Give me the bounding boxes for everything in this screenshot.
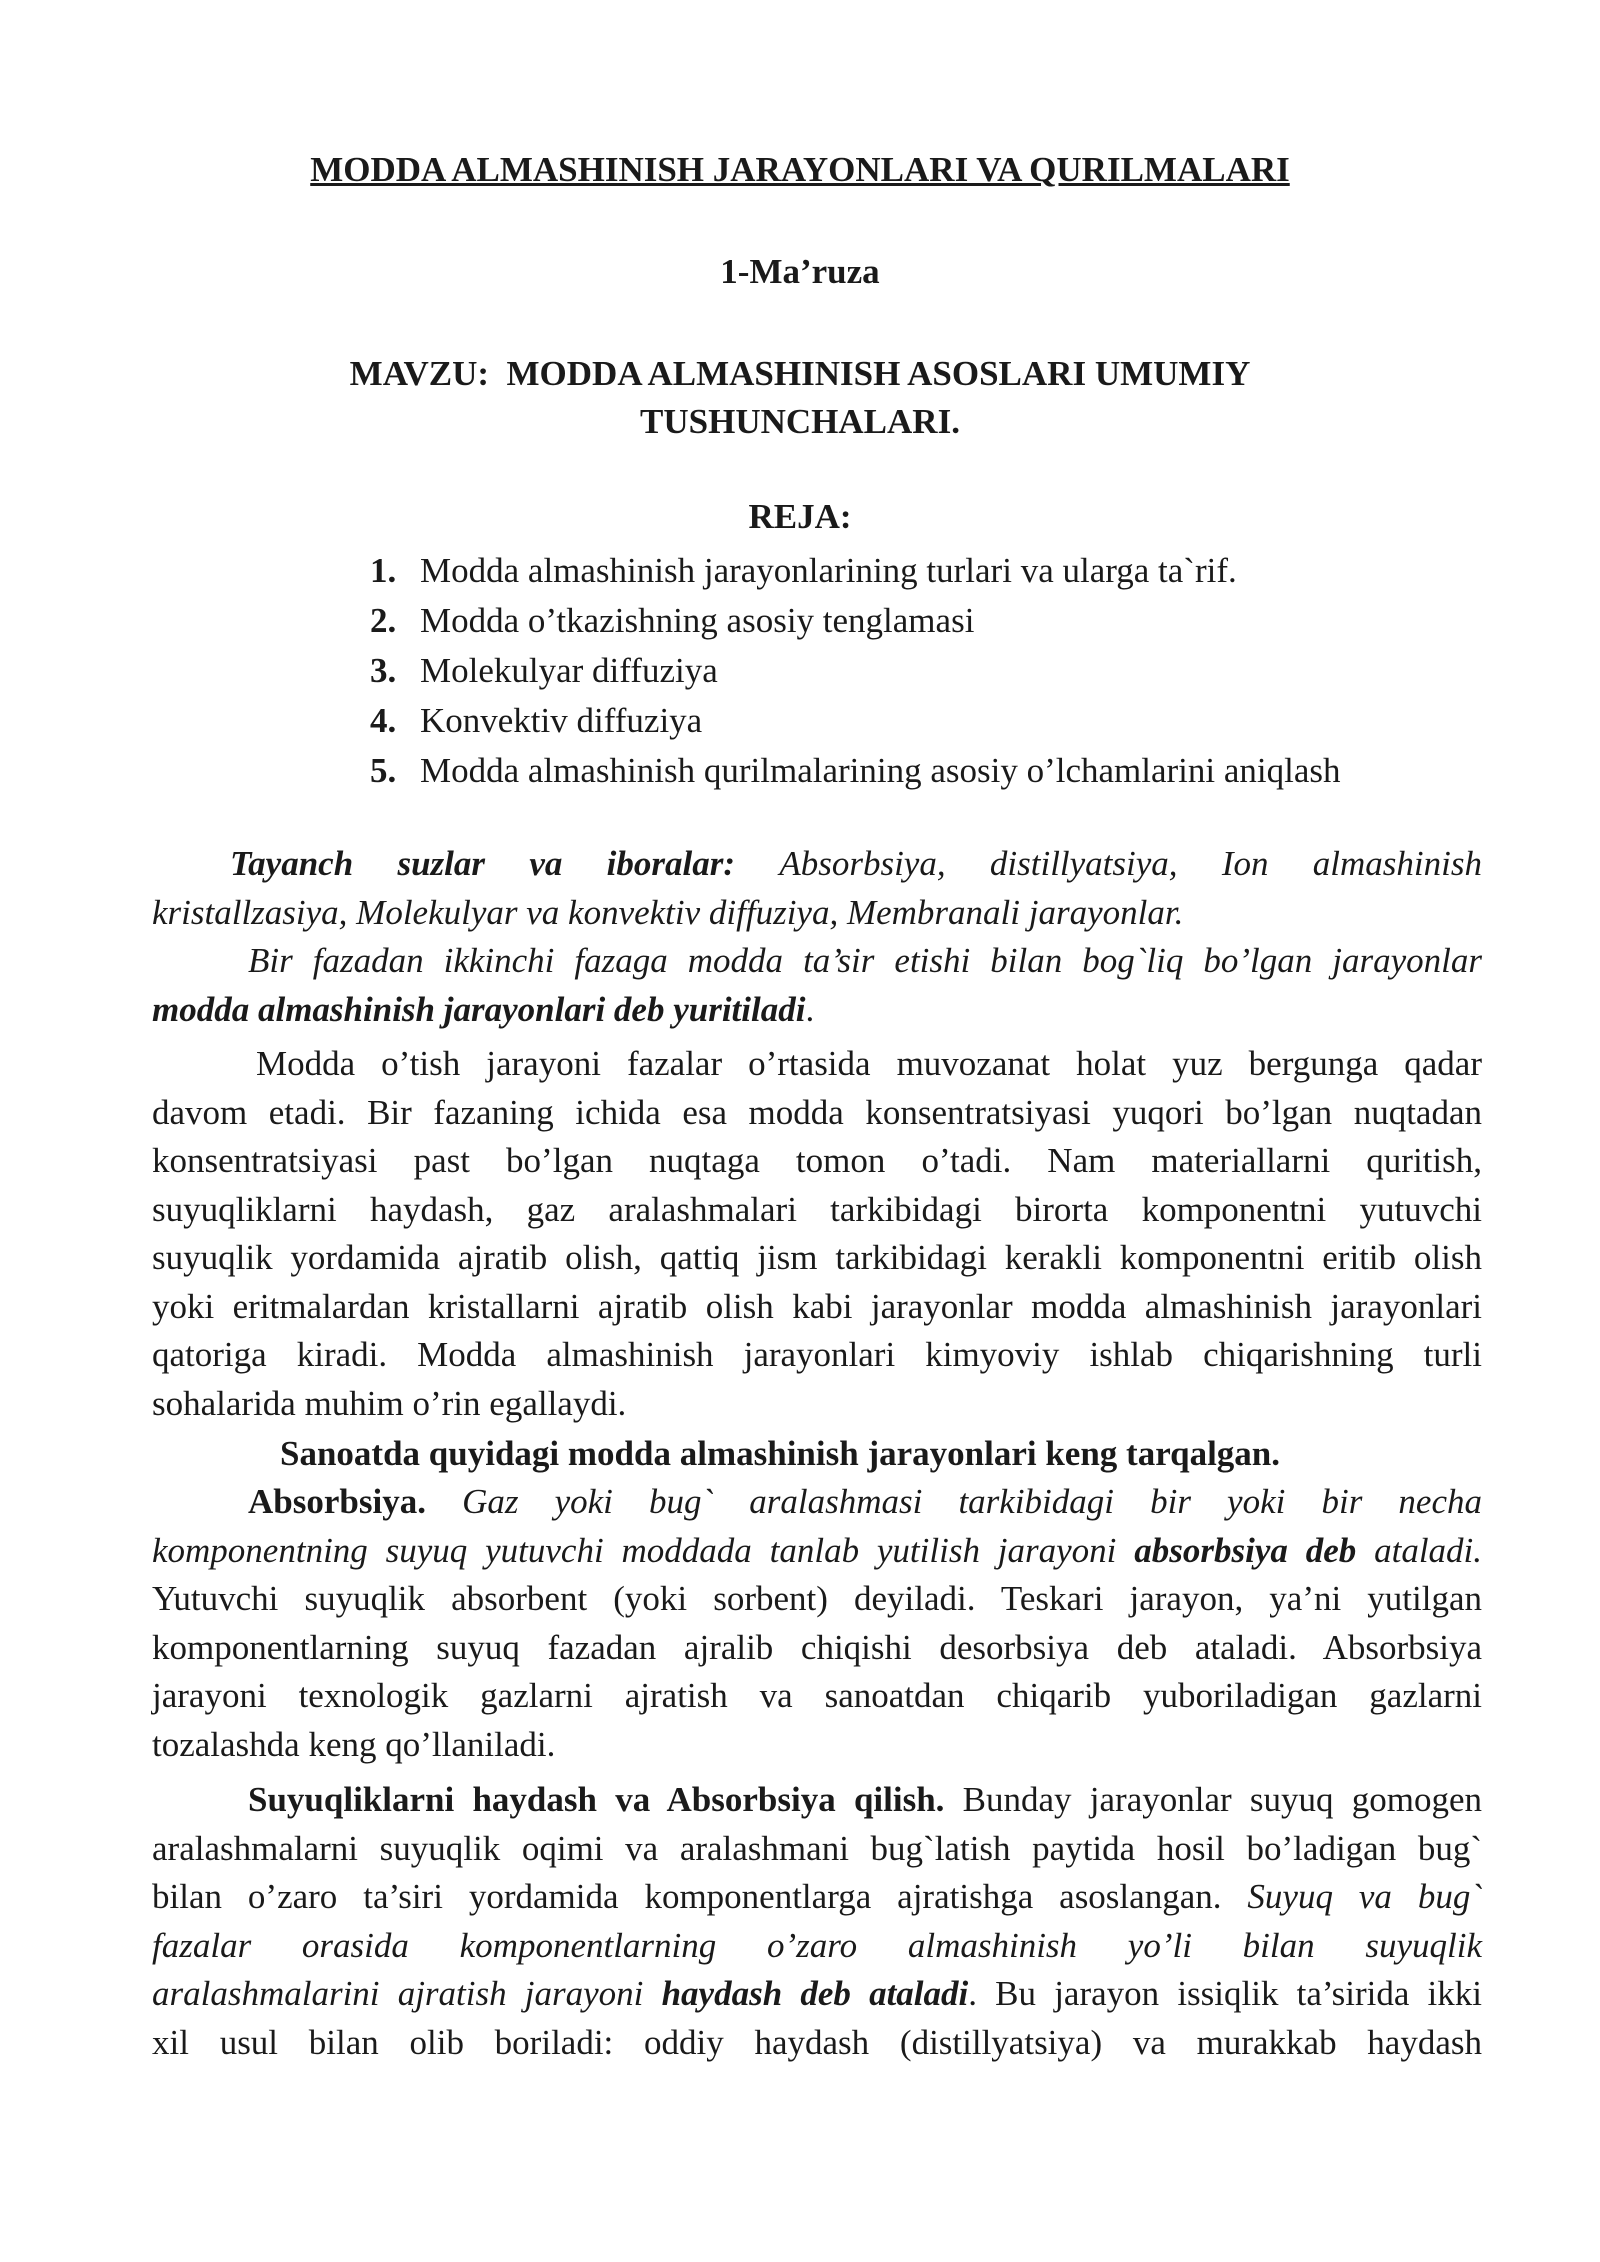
- definition-bold: modda almashinish jarayonlari deb yuritiladi: [152, 989, 806, 1029]
- plan-item: [370, 696, 1341, 746]
- plan-item-number: 2.: [370, 601, 397, 640]
- subheading-text: Sanoatda quyidagi modda almashinish jarayonlari keng tarqalgan.: [280, 1434, 1281, 1473]
- plan-item: [370, 596, 1341, 646]
- plan-item: [370, 546, 1341, 596]
- paragraph-line: davom etadi. Bir fazaning ichida esa modda konsentratsiyasi yuqori bo’lgan nuqtadan: [152, 1092, 1482, 1132]
- absorption-line: komponentlarning suyuq fazadan ajralib chiqishi desorbsiya deb ataladi. Absorbsiya: [152, 1627, 1482, 1667]
- distillation-line: xil usul bilan olib boriladi: oddiy haydash (distillyatsiya) va murakkab haydash: [152, 2022, 1482, 2062]
- absorption-italic: komponentning suyuq yutuvchi moddada tanlab yutilish jarayoni: [152, 1530, 1117, 1570]
- distillation-text: Bunday jarayonlar suyuq gomogen: [962, 1780, 1482, 1819]
- plan-item-text: Modda o’tkazishning asosiy tenglamasi: [420, 601, 975, 640]
- distillation-term: Suyuqliklarni haydash va Absorbsiya qilish.: [248, 1780, 945, 1819]
- paragraph-line: suyuqliklarni haydash, gaz aralashmalari tarkibidagi birorta komponentni yutuvchi: [152, 1189, 1482, 1229]
- distillation-line: aralashmalarni suyuqlik oqimi va aralashmani bug`latish paytida hosil bo’ladigan bug`: [152, 1828, 1482, 1868]
- plan-item-text: Modda almashinish qurilmalarining asosiy o’lchamlarini aniqlash: [420, 751, 1341, 790]
- absorption-bold: absorbsiya deb: [1134, 1530, 1357, 1570]
- keywords-label: Tayanch suzlar va iboralar:: [230, 844, 736, 883]
- plan-item-number: 1.: [370, 551, 397, 590]
- topic-line-1: MAVZU: MODDA ALMASHINISH ASOSLARI UMUMIY: [349, 354, 1251, 393]
- plan-item: [370, 646, 1341, 696]
- absorption-line: tozalashda keng qo’llaniladi.: [152, 1724, 556, 1764]
- paragraph-distillation: [152, 1776, 1482, 2067]
- paragraph-absorption: [152, 1478, 1482, 1769]
- distillation-line: [152, 1873, 1482, 1922]
- keywords-line: kristallzasiya, Molekulyar va konvektiv diffuziya, Membranali jarayonlar.: [152, 892, 1184, 932]
- absorption-italic: Gaz yoki bug` aralashmasi tarkibidagi bir yoki bir necha: [462, 1482, 1482, 1521]
- plan-item-number: 3.: [370, 651, 397, 690]
- plan-heading: REJA:: [748, 497, 852, 536]
- paragraph-mass-transfer: [152, 1040, 1482, 1428]
- distillation-text: . Bu jarayon issiqlik ta’sirida ikki: [968, 1974, 1483, 2013]
- distillation-line: fazalar orasida komponentlarning o’zaro almashinish yo’li bilan suyuqlik: [152, 1925, 1482, 1965]
- paragraph-line: yoki eritmalardan kristallarni ajratib olish kabi jarayonlar modda almashinish jarayonlari: [152, 1286, 1482, 1326]
- keywords-paragraph: [152, 840, 1482, 937]
- absorption-line: [152, 1478, 1482, 1527]
- paragraph-line: sohalarida muhim o’rin egallaydi.: [152, 1383, 627, 1423]
- plan-item-number: 4.: [370, 701, 397, 740]
- distillation-line: [152, 1970, 1482, 2019]
- definition-line: [152, 986, 1482, 1035]
- document-title: MODDA ALMASHINISH JARAYONLARI VA QURILMALARI: [310, 150, 1290, 189]
- definition-paragraph: [152, 937, 1482, 1034]
- definition-line: Bir fazadan ikkinchi fazaga modda ta’sir etishi bilan bog`liq bo’lgan jarayonlar: [248, 941, 1482, 980]
- paragraph-line: konsentratsiyasi past bo’lgan nuqtaga tomon o’tadi. Nam materiallarni quritish,: [152, 1141, 1482, 1180]
- topic-heading: [0, 350, 1600, 446]
- plan-item-text: Molekulyar diffuziya: [420, 651, 718, 690]
- keywords-text: Absorbsiya, distillyatsiya, Ion almashinish: [779, 844, 1482, 883]
- distillation-line: [152, 1776, 1482, 1825]
- plan-item-number: 5.: [370, 751, 397, 790]
- distillation-italic: aralashmalarini ajratish jarayoni: [152, 1974, 644, 2013]
- plan-list: [370, 546, 1341, 796]
- paragraph-line: qatoriga kiradi. Modda almashinish jarayonlari kimyoviy ishlab chiqarishning turli: [152, 1335, 1482, 1374]
- topic-line-2: TUSHUNCHALARI.: [640, 402, 960, 441]
- definition-end: .: [805, 989, 815, 1029]
- absorption-term: Absorbsiya.: [248, 1482, 426, 1521]
- plan-item: [370, 746, 1341, 796]
- plan-item-text: Modda almashinish jarayonlarining turlari va ularga ta`rif.: [420, 551, 1237, 590]
- absorption-italic: ataladi.: [1374, 1530, 1483, 1570]
- paragraph-line: suyuqlik yordamida ajratib olish, qattiq jism tarkibidagi kerakli komponentni eritib olish: [152, 1238, 1482, 1277]
- keywords-line: [152, 840, 1482, 889]
- absorption-line: Yutuvchi suyuqlik absorbent (yoki sorbent) deyiladi. Teskari jarayon, ya’ni yutilgan: [152, 1579, 1482, 1618]
- paragraph-line: Modda o’tish jarayoni fazalar o’rtasida muvozanat holat yuz bergunga qadar: [256, 1044, 1482, 1083]
- absorption-line: jarayoni texnologik gazlarni ajratish va sanoatdan chiqarib yuboriladigan gazlarni: [152, 1676, 1482, 1715]
- absorption-line: [152, 1527, 1482, 1576]
- lecture-number: 1-Ma’ruza: [720, 252, 880, 291]
- plan-item-text: Konvektiv diffuziya: [420, 701, 703, 740]
- distillation-bold: haydash deb ataladi: [661, 1974, 969, 2013]
- distillation-text: bilan o’zaro ta’siri yordamida komponentlarga ajratishga asoslangan.: [152, 1877, 1222, 1916]
- section-subheading: [152, 1430, 1482, 1479]
- distillation-italic: Suyuq va bug`: [1247, 1877, 1483, 1916]
